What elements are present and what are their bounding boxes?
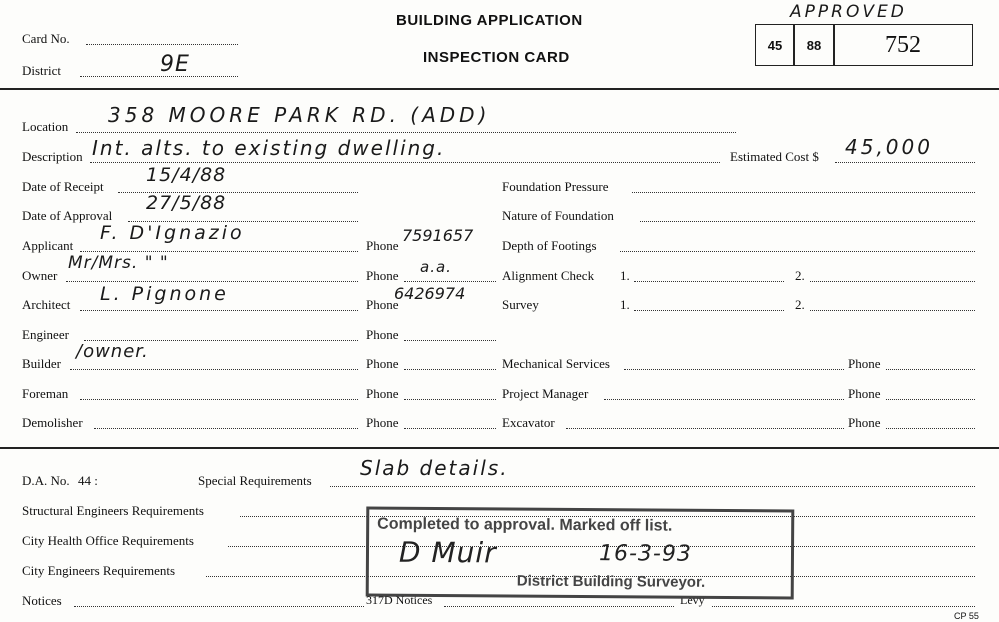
architect-line xyxy=(80,310,358,311)
builder-line xyxy=(70,369,358,370)
applicant-label: Applicant xyxy=(22,238,74,253)
date-approval-label: Date of Approval xyxy=(22,208,113,223)
levy-line xyxy=(712,606,975,607)
card-no-label: Card No. xyxy=(22,31,70,46)
survey-line1 xyxy=(634,310,784,311)
project-manager-phone-line xyxy=(886,399,975,400)
header-rule xyxy=(0,88,999,90)
description-value: Int. alts. to existing dwelling. xyxy=(92,136,446,160)
box-88 xyxy=(793,24,835,66)
mechanical-phone-line xyxy=(886,369,975,370)
date-receipt-value: 15/4/88 xyxy=(146,164,227,186)
notices-317d-label: 317D Notices xyxy=(366,593,433,607)
card-no-line xyxy=(86,44,238,45)
depth-footings-line xyxy=(620,251,975,252)
section-rule xyxy=(0,447,999,449)
location-value: 358 MOORE PARK RD. (ADD) xyxy=(108,103,491,127)
nature-foundation-label: Nature of Foundation xyxy=(502,208,614,223)
foreman-phone-label: Phone xyxy=(366,386,399,401)
owner-phone-value: a.a. xyxy=(420,258,452,276)
cost-line xyxy=(835,162,975,163)
stamp-line3: District Building Surveyor. xyxy=(516,572,706,591)
demolisher-phone-label: Phone xyxy=(366,415,399,430)
survey-num2: 2. xyxy=(795,297,805,312)
excavator-phone-label: Phone xyxy=(848,415,881,430)
builder-label: Builder xyxy=(22,356,61,371)
structural-label: Structural Engineers Requirements xyxy=(22,503,204,518)
district-value: 9E xyxy=(160,52,190,77)
owner-phone-line xyxy=(404,281,496,282)
special-value: Slab details. xyxy=(360,456,509,480)
estimated-cost-label: Estimated Cost $ xyxy=(730,149,819,164)
stamp-signature: D Muir xyxy=(398,535,497,570)
foreman-line xyxy=(80,399,358,400)
owner-phone-label: Phone xyxy=(366,268,399,283)
date-receipt-label: Date of Receipt xyxy=(22,179,104,194)
survey-line2 xyxy=(810,310,975,311)
depth-footings-label: Depth of Footings xyxy=(502,238,597,253)
completion-stamp xyxy=(366,507,795,600)
nature-foundation-line xyxy=(640,221,975,222)
owner-value: Mr/Mrs. " " xyxy=(68,253,169,273)
builder-phone-label: Phone xyxy=(366,356,399,371)
foreman-phone-line xyxy=(404,399,496,400)
notices-label: Notices xyxy=(22,593,62,608)
stamp-date: 16-3-93 xyxy=(598,541,692,567)
architect-label: Architect xyxy=(22,297,71,312)
engineer-label: Engineer xyxy=(22,327,69,342)
alignment-line1 xyxy=(634,281,784,282)
box-752 xyxy=(833,24,973,66)
architect-value: L. Pignone xyxy=(100,283,229,305)
survey-label: Survey xyxy=(502,297,539,312)
foreman-label: Foreman xyxy=(22,386,69,401)
engineer-phone-line xyxy=(404,340,496,341)
architect-phone-label: Phone xyxy=(366,297,399,312)
levy-label: Levy xyxy=(680,593,705,607)
demolisher-label: Demolisher xyxy=(22,415,83,430)
description-label: Description xyxy=(22,149,83,164)
district-label: District xyxy=(22,63,61,78)
district-line xyxy=(80,76,238,77)
notices-317d-line xyxy=(444,606,674,607)
demolisher-line xyxy=(94,428,358,429)
box1-value: 45 xyxy=(767,37,783,53)
special-line xyxy=(330,486,975,487)
mechanical-phone-label: Phone xyxy=(848,356,881,371)
mechanical-label: Mechanical Services xyxy=(502,356,610,371)
applicant-phone-label: Phone xyxy=(366,238,399,253)
mechanical-line xyxy=(624,369,844,370)
description-line xyxy=(90,162,720,163)
box-45 xyxy=(755,24,795,66)
survey-num1: 1. xyxy=(620,297,630,312)
applicant-line xyxy=(80,251,358,252)
box2-value: 88 xyxy=(806,37,822,53)
project-manager-line xyxy=(604,399,844,400)
project-manager-phone-label: Phone xyxy=(848,386,881,401)
location-label: Location xyxy=(22,119,69,134)
da-label: D.A. No. xyxy=(22,473,70,488)
da-value: 44 : xyxy=(78,473,98,488)
excavator-label: Excavator xyxy=(502,415,555,430)
date-approval-value: 27/5/88 xyxy=(146,192,227,214)
applicant-value: F. D'Ignazio xyxy=(100,222,245,244)
excavator-phone-line xyxy=(886,428,975,429)
builder-phone-line xyxy=(404,369,496,370)
alignment-line2 xyxy=(810,281,975,282)
owner-line xyxy=(66,281,358,282)
alignment-num2: 2. xyxy=(795,268,805,283)
foundation-pressure-line xyxy=(632,192,975,193)
architect-phone-value: 6426974 xyxy=(394,284,466,303)
location-line xyxy=(76,132,736,133)
engineer-phone-label: Phone xyxy=(366,327,399,342)
box3-value: 752 xyxy=(885,31,921,58)
applicant-phone-value: 7591657 xyxy=(402,226,474,245)
stamp-line1: Completed to approval. Marked off list. xyxy=(377,515,673,535)
title-line1: BUILDING APPLICATION xyxy=(396,12,583,29)
health-label: City Health Office Requirements xyxy=(22,533,194,548)
form-code: CP 55 xyxy=(954,611,979,621)
excavator-line xyxy=(566,428,844,429)
notices-line xyxy=(74,606,364,607)
project-manager-label: Project Manager xyxy=(502,386,589,401)
alignment-check-label: Alignment Check xyxy=(502,268,595,283)
owner-label: Owner xyxy=(22,268,58,283)
builder-value: /owner. xyxy=(76,341,149,362)
demolisher-phone-line xyxy=(404,428,496,429)
foundation-pressure-label: Foundation Pressure xyxy=(502,179,609,194)
approved-text: APPROVED xyxy=(790,2,907,22)
alignment-num1: 1. xyxy=(620,268,630,283)
city-engineers-label: City Engineers Requirements xyxy=(22,563,176,578)
estimated-cost-value: 45,000 xyxy=(845,135,933,159)
special-label: Special Requirements xyxy=(198,473,312,488)
title-line2: INSPECTION CARD xyxy=(423,49,570,66)
